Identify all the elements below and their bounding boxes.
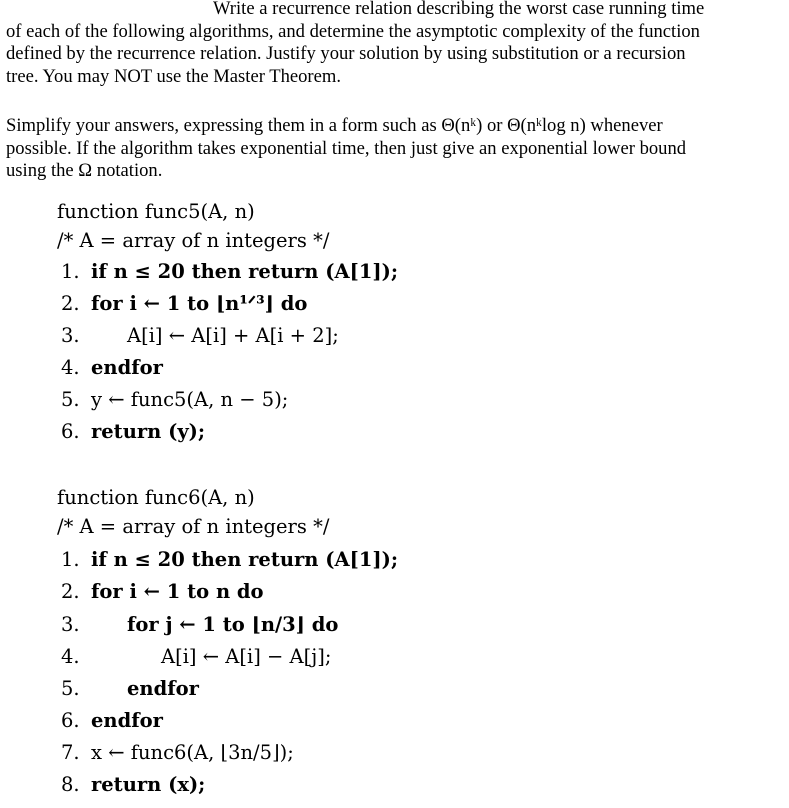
line-number: 3. [61,613,80,636]
line-number: 2. [61,580,80,603]
code-line: if n ≤ 20 then return (A[1]); [91,548,399,571]
code-line: A[i] ← A[i] + A[i + 2]; [127,324,339,347]
line-number: 7. [61,741,80,764]
code-line: for i ← 1 to ⌊n¹ᐟ³⌋ do [91,292,308,315]
code-line: A[i] ← A[i] − A[j]; [161,645,332,668]
code-line: return (x); [91,773,206,796]
code-line: for j ← 1 to ⌊n/3⌋ do [127,613,339,636]
func5-header: function func5(A, n) [57,200,255,223]
intro-paragraph [6,0,781,88]
func6-comment: /* A = array of n integers */ [57,515,330,538]
simplify-line: possible. If the algorithm takes exponential time, then just give an exponential lower bound [6,137,687,159]
intro-line: Write a recurrence relation describing the worst case running time [213,0,705,19]
simplify-line: Simplify your answers, expressing them in a form such as Θ(nᵏ) or Θ(nᵏlog n) whenever [6,115,663,136]
intro-line: defined by the recurrence relation. Justify your solution by using substitution or a recursion [6,43,686,64]
code-line: endfor [91,709,163,732]
line-number: 2. [61,292,80,315]
line-number: 3. [61,324,80,347]
code-line: if n ≤ 20 then return (A[1]); [91,260,399,283]
func6-header: function func6(A, n) [57,486,255,509]
code-line: x ← func6(A, ⌊3n/5⌋); [91,741,294,764]
code-line: y ← func5(A, n − 5); [91,388,289,411]
simplify-line: using the Ω notation. [6,160,163,181]
line-number: 5. [61,388,80,411]
line-number: 6. [61,709,80,732]
code-line: return (y); [91,420,206,443]
line-number: 4. [61,356,80,379]
intro-line: of each of the following algorithms, and determine the asymptotic complexity of the function [6,20,700,42]
line-number: 1. [61,548,80,571]
line-number: 4. [61,645,80,668]
line-number: 1. [61,260,80,283]
code-line: endfor [91,356,163,379]
line-number: 8. [61,773,80,796]
func5-comment: /* A = array of n integers */ [57,229,330,252]
simplify-paragraph [6,115,781,183]
line-number: 5. [61,677,80,700]
code-line: for i ← 1 to n do [91,580,264,603]
code-line: endfor [127,677,199,700]
intro-line: tree. You may NOT use the Master Theorem. [6,65,341,87]
line-number: 6. [61,420,80,443]
